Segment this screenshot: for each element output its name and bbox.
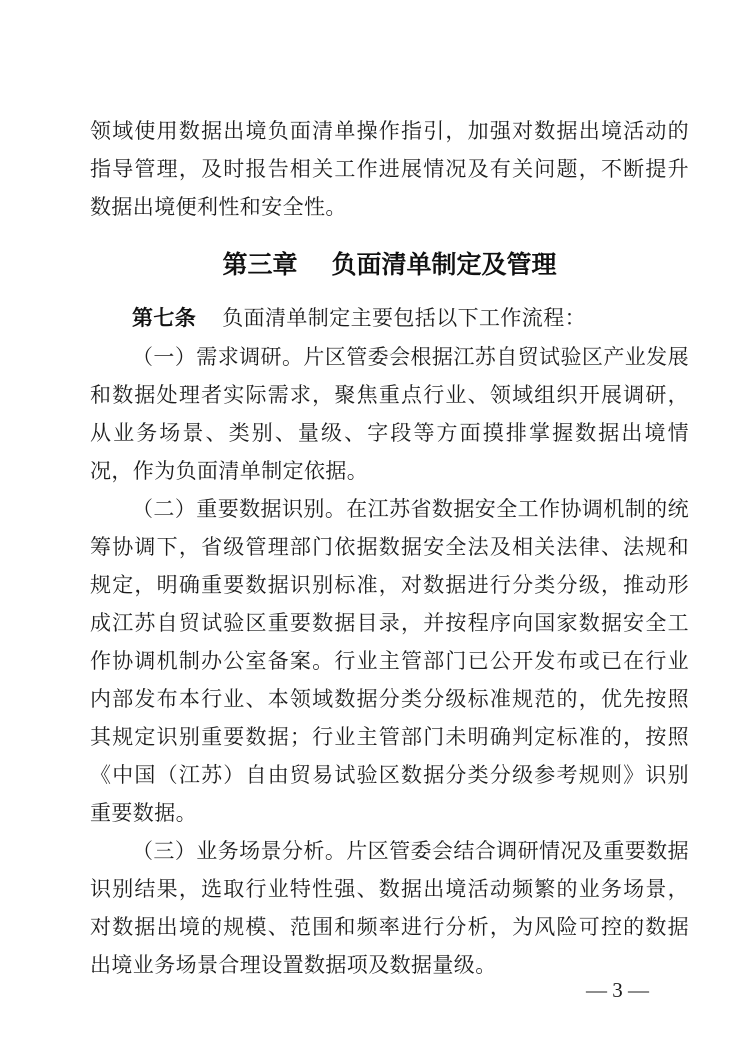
list-item-1: （一）需求调研。片区管委会根据江苏自贸试验区产业发展和数据处理者实际需求，聚焦重点行业、领域组织开展调研，从业务场景、类别、量级、字段等方面摸排掌握数据出境情况，作为负面清单制定依据。 [90,345,689,483]
document-body [90,112,689,984]
chapter-heading [90,246,689,284]
chapter-title: 负面清单制定及管理 [331,251,557,279]
article-paragraph [90,299,689,338]
list-item-3: （三）业务场景分析。片区管委会结合调研情况及重要数据识别结果，选取行业特性强、数据出境活动频繁的业务场景，对数据出境的规模、范围和频率进行分析，为风险可控的数据出境业务场景合理设置数据项及数据量级。 [90,839,689,977]
list-item-2: （二）重要数据识别。在江苏省数据安全工作协调机制的统筹协调下，省级管理部门依据数据安全法及相关法律、法规和规定，明确重要数据识别标准，对数据进行分类分级，推动形成江苏自贸试验区重要数据目录，并按程序向国家数据安全工作协调机制办公室备案。行业主管部门已公开发布或已在行业内部发布本行业、本领域数据分类分级标准规范的，优先按照其规定识别重要数据；行业主管部门未明确判定标准的，按照《中国（江苏）自由贸易试验区数据分类分级参考规则》识别重要数据。 [90,497,689,825]
article-text: 负面清单制定主要包括以下工作流程： [222,306,587,330]
page-number: — 3 — [586,978,649,1002]
paragraph-continuation: 领域使用数据出境负面清单操作指引，加强对数据出境活动的指导管理，及时报告相关工作进展情况及有关问题，不断提升数据出境便利性和安全性。 [90,119,689,219]
chapter-number: 第三章 [222,251,298,279]
article-label: 第七条 [132,307,197,330]
